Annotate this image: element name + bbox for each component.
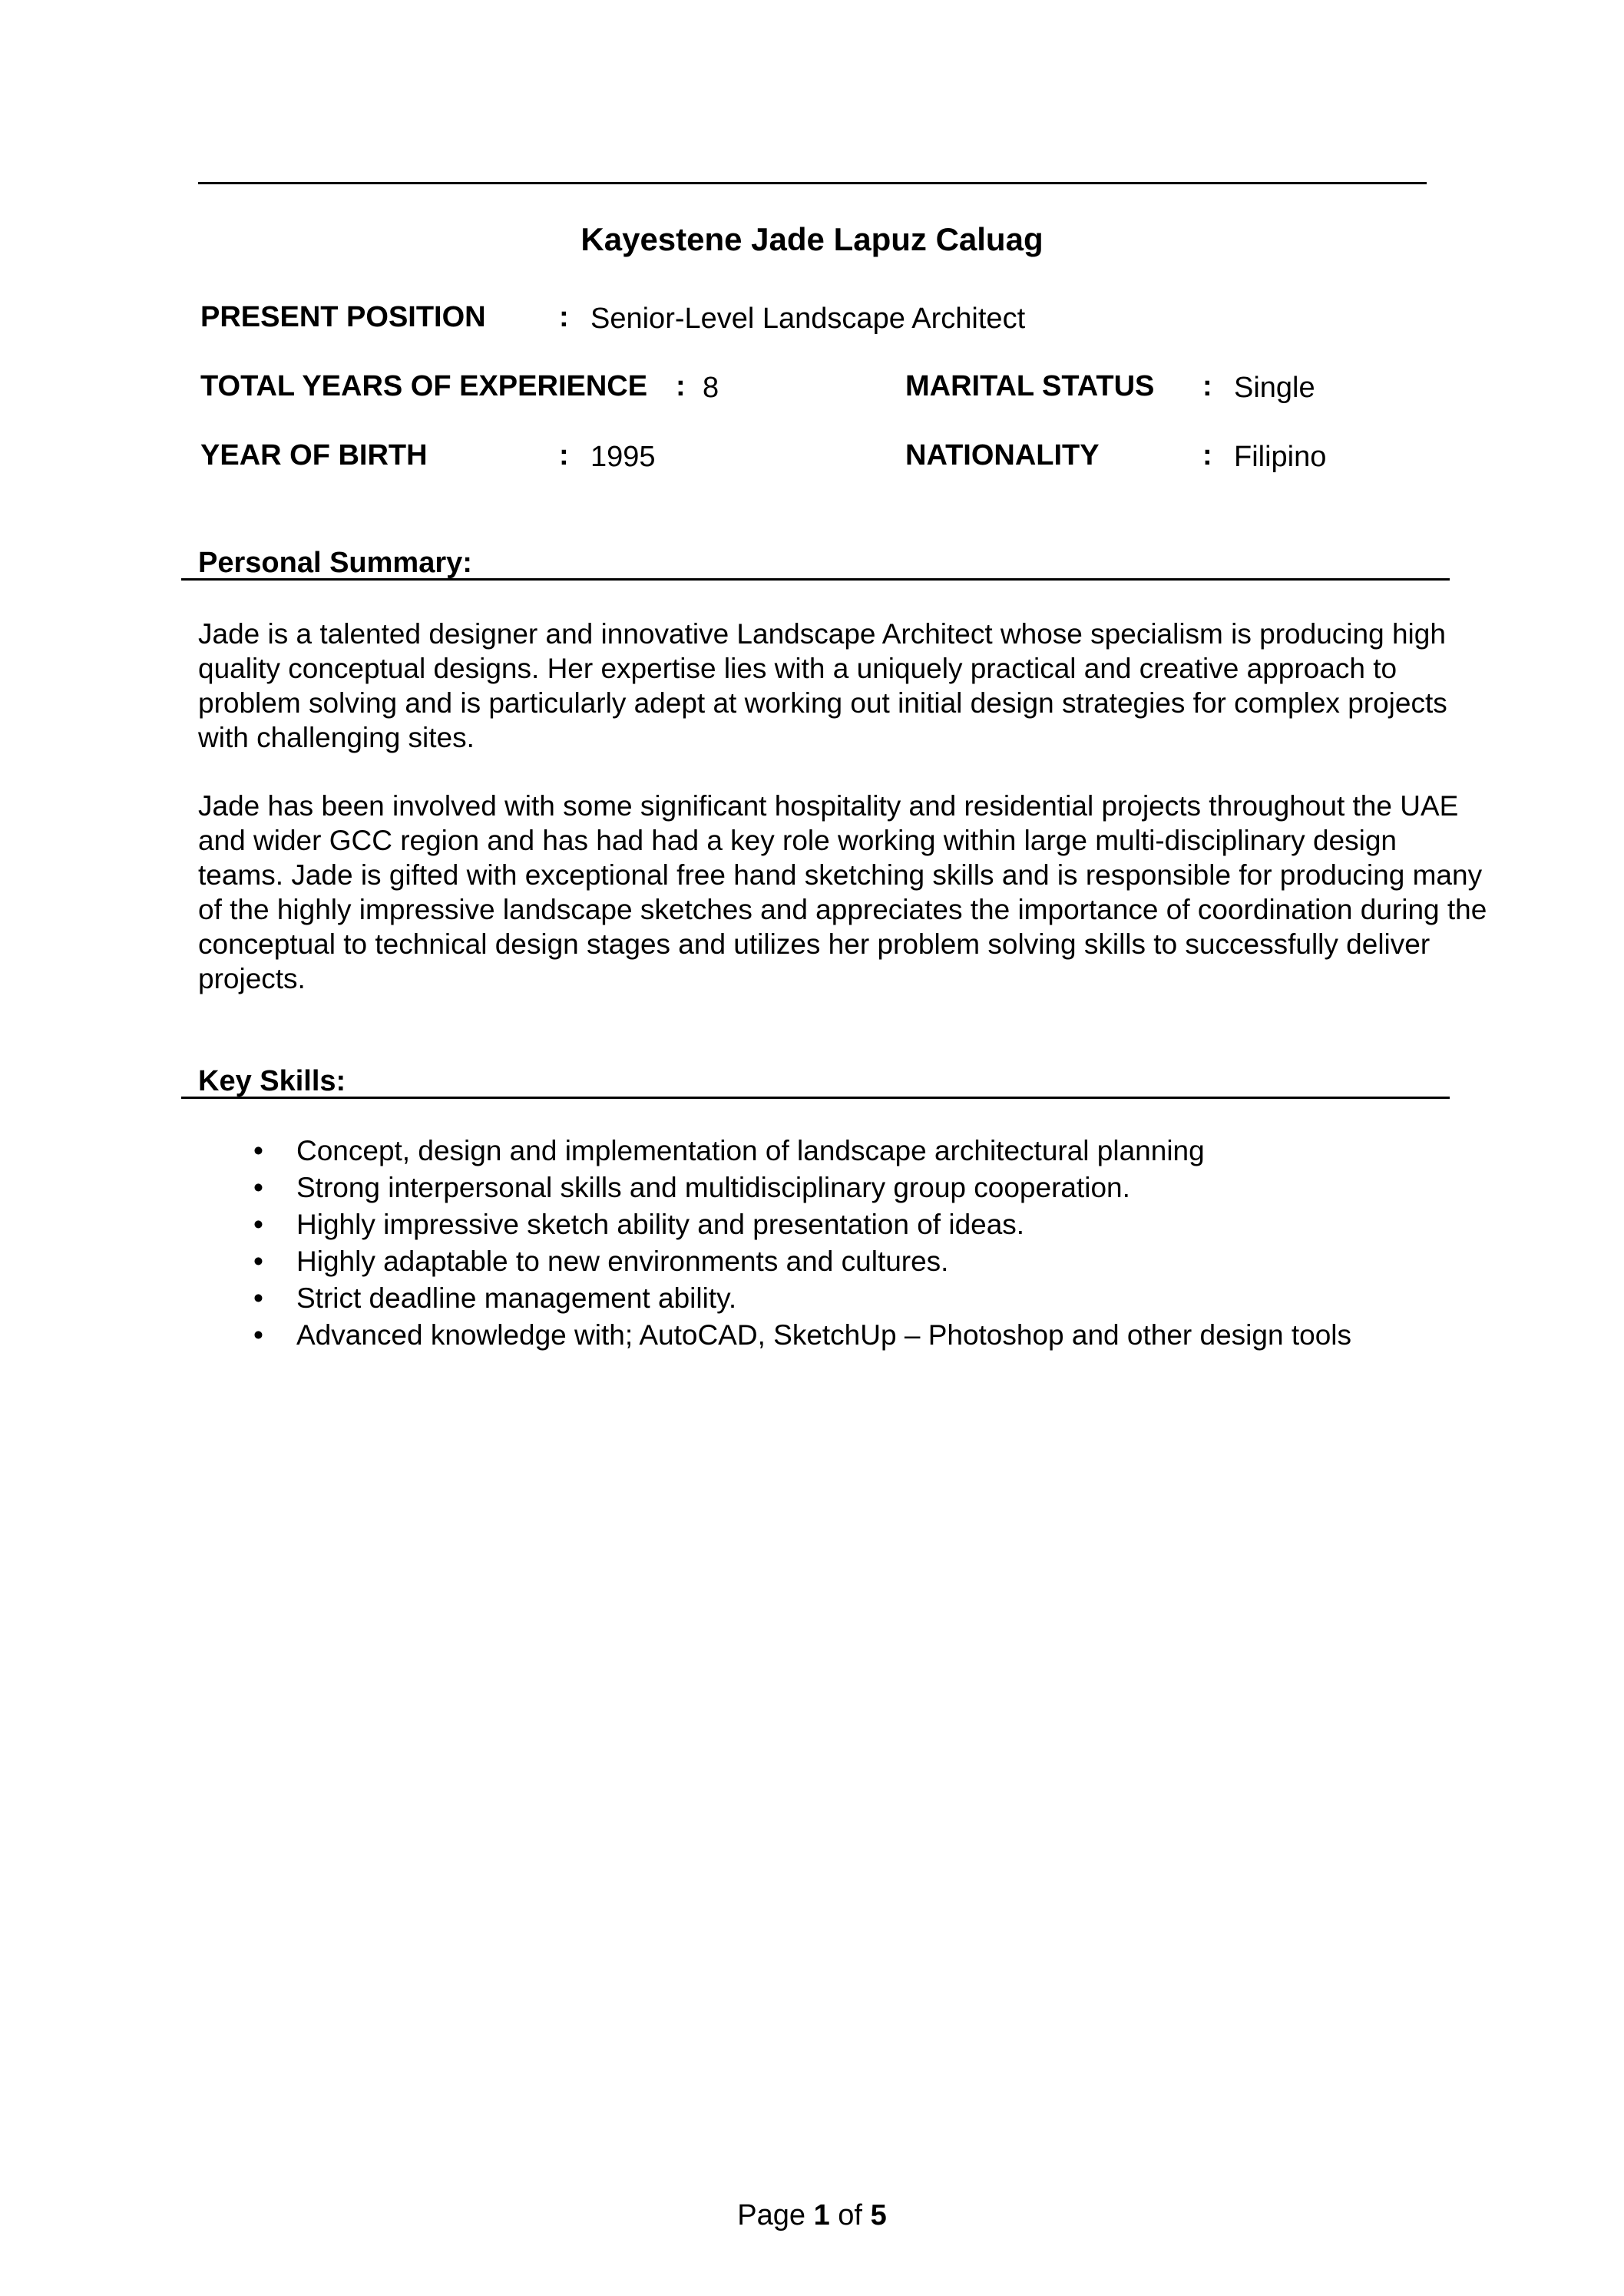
top-divider — [198, 182, 1427, 184]
bullet-icon: • — [253, 1172, 263, 1203]
year-of-birth-label: YEAR OF BIRTH — [200, 439, 428, 471]
skill-item: • Highly adaptable to new environments and cultures. — [198, 1243, 1351, 1280]
present-position-value: Senior-Level Landscape Architect — [590, 303, 1026, 335]
summary-paragraph-1: Jade is a talented designer and innovative Landscape Architect whose specialism is producing high quality conceptual designs. Her expertise lies with a uniquely practical and creative approach to problem solving and is particularly adept at working out initial design strategies for complex projects with challenging sites. — [198, 618, 1447, 753]
key-skills-divider — [181, 1097, 1450, 1099]
current-page: 1 — [813, 2199, 830, 2231]
page-number: Page 1 of 5 — [737, 2199, 887, 2231]
skill-item: • Highly impressive sketch ability and presentation of ideas. — [198, 1206, 1351, 1243]
personal-summary-divider — [181, 578, 1450, 581]
nationality-colon: : — [1202, 439, 1212, 471]
bullet-icon: • — [253, 1209, 263, 1240]
marital-status-label: MARITAL STATUS — [905, 370, 1155, 402]
year-of-birth-value: 1995 — [590, 441, 656, 473]
total-years-label: TOTAL YEARS OF EXPERIENCE — [200, 370, 648, 402]
skill-item: • Advanced knowledge with; AutoCAD, SketchUp – Photoshop and other design tools — [198, 1317, 1351, 1354]
skill-item: • Strict deadline management ability. — [198, 1280, 1351, 1317]
present-position-label: PRESENT POSITION — [200, 301, 486, 333]
bullet-icon: • — [253, 1319, 263, 1351]
personal-summary-heading: Personal Summary: — [198, 547, 472, 579]
total-pages: 5 — [870, 2199, 887, 2231]
total-years-value: 8 — [703, 372, 719, 404]
nationality-label: NATIONALITY — [905, 439, 1100, 471]
bullet-icon: • — [253, 1246, 263, 1277]
total-years-colon: : — [676, 370, 686, 402]
bullet-icon: • — [253, 1135, 263, 1166]
marital-status-value: Single — [1234, 372, 1315, 404]
nationality-value: Filipino — [1234, 441, 1327, 473]
present-position-colon: : — [559, 301, 569, 333]
key-skills-heading: Key Skills: — [198, 1065, 346, 1097]
bullet-icon: • — [253, 1282, 263, 1314]
candidate-name: Kayestene Jade Lapuz Caluag — [580, 221, 1044, 257]
summary-paragraph-2: Jade has been involved with some significant hospitality and residential projects throughout the UAE and wider GCC region and has had had a key role working within large multi-disciplinary design teams. Jade is gifted with exceptional free hand sketching skills and is responsible for producing many of the highly impressive landscape sketches and appreciates the importance of coordination during the conceptual to technical design stages and utilizes her problem solving skills to successfully deliver projects. — [198, 790, 1487, 994]
key-skills-list — [198, 1133, 1351, 1354]
marital-status-colon: : — [1202, 370, 1212, 402]
year-of-birth-colon: : — [559, 439, 569, 471]
skill-item: • Strong interpersonal skills and multidisciplinary group cooperation. — [198, 1170, 1351, 1206]
skill-item: • Concept, design and implementation of landscape architectural planning — [198, 1133, 1351, 1170]
